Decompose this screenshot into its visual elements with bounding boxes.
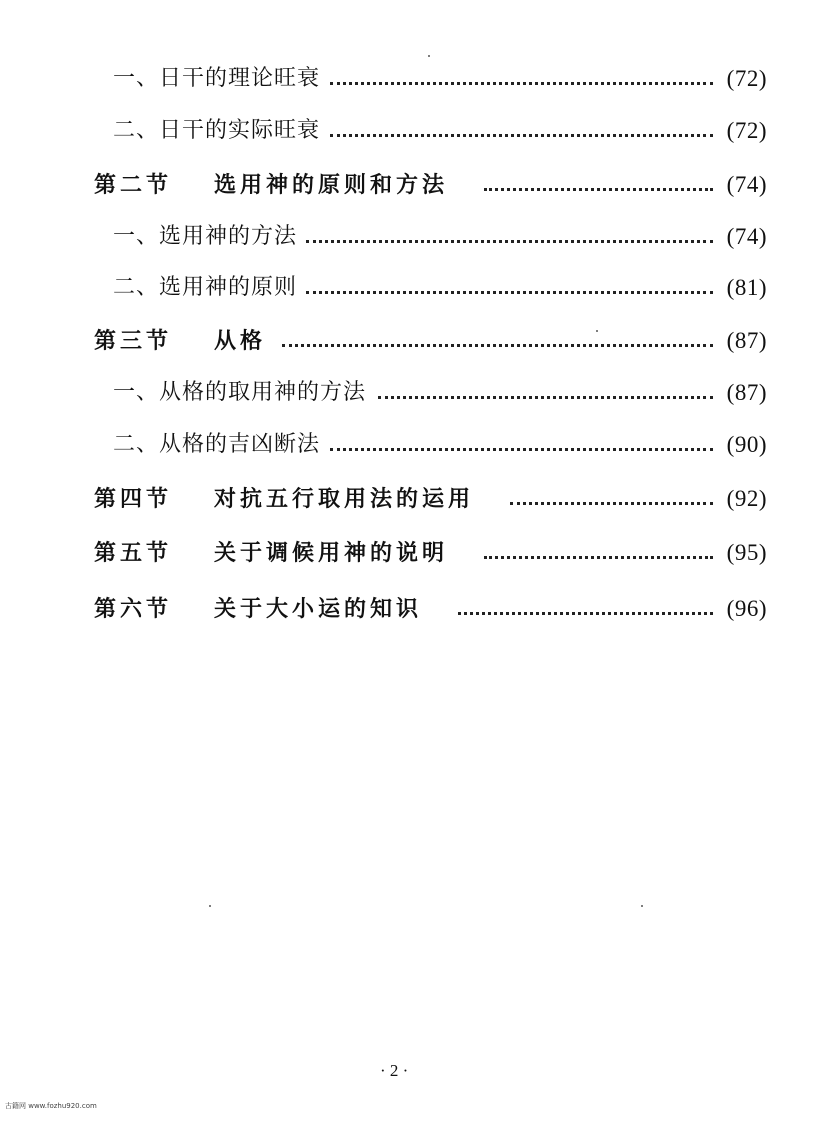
toc-entry-page: (74) [726,224,767,249]
toc-section-entry[interactable] [0,482,821,516]
toc-entry-title [94,482,482,516]
scan-speck [209,905,211,907]
toc-entry-title: 二、选用神的原则 [113,271,305,305]
toc-entry-title [94,592,430,626]
toc-entry-page: (87) [726,328,767,353]
section-title: 关于大小运的知识 [214,596,423,622]
toc-entry-page: (92) [726,486,767,511]
section-number: 第五节 [94,540,173,566]
section-title: 从格 [214,328,267,354]
dot-leader [330,82,713,85]
toc-entry[interactable] [0,376,821,410]
toc-entry-title [94,324,274,358]
scan-speck [641,905,643,907]
toc-entry[interactable] [0,114,821,148]
dot-leader [282,344,713,347]
dot-leader [458,612,713,615]
toc-entry-page: (95) [726,540,767,565]
dot-leader [306,240,713,243]
toc-entry-page: (72) [726,66,767,91]
section-number: 第三节 [94,328,173,354]
section-title: 关于调候用神的说明 [214,540,449,566]
toc-entry[interactable] [0,220,821,254]
toc-entry-title: 二、从格的吉凶断法 [113,428,328,462]
dot-leader [378,396,713,399]
section-title: 对抗五行取用法的运用 [214,486,475,512]
dot-leader [330,134,713,137]
dot-leader [484,556,713,559]
scan-speck [428,55,430,57]
dot-leader [330,448,713,451]
scan-speck [596,330,598,332]
toc-entry-title: 一、日干的理论旺衰 [113,62,328,96]
toc-entry-title: 一、从格的取用神的方法 [113,376,374,410]
toc-entry-title [94,536,456,570]
watermark: 古籍网 www.fozhu920.com [5,1102,97,1110]
dot-leader [306,291,713,294]
toc-section-entry[interactable] [0,324,821,358]
toc-entry-page: (81) [726,275,767,300]
dot-leader [484,188,713,191]
toc-entry-title: 二、日干的实际旺衰 [113,114,328,148]
toc-section-entry[interactable] [0,536,821,570]
toc-entry[interactable] [0,62,821,96]
toc-entry-title [94,168,456,202]
toc-entry-page: (72) [726,118,767,143]
toc-entry-title: 一、选用神的方法 [113,220,305,254]
toc-entry[interactable] [0,271,821,305]
section-number: 第四节 [94,486,173,512]
toc-entry[interactable] [0,428,821,462]
toc-entry-page: (74) [726,172,767,197]
toc-section-entry[interactable] [0,168,821,202]
section-number: 第六节 [94,596,173,622]
toc-section-entry[interactable] [0,592,821,626]
toc-entry-page: (90) [726,432,767,457]
toc-entry-page: (87) [726,380,767,405]
toc-entry-page: (96) [726,596,767,621]
section-title: 选用神的原则和方法 [214,172,449,198]
section-number: 第二节 [94,172,173,198]
dot-leader [510,502,713,505]
page-number: · 2 · [380,1061,409,1080]
